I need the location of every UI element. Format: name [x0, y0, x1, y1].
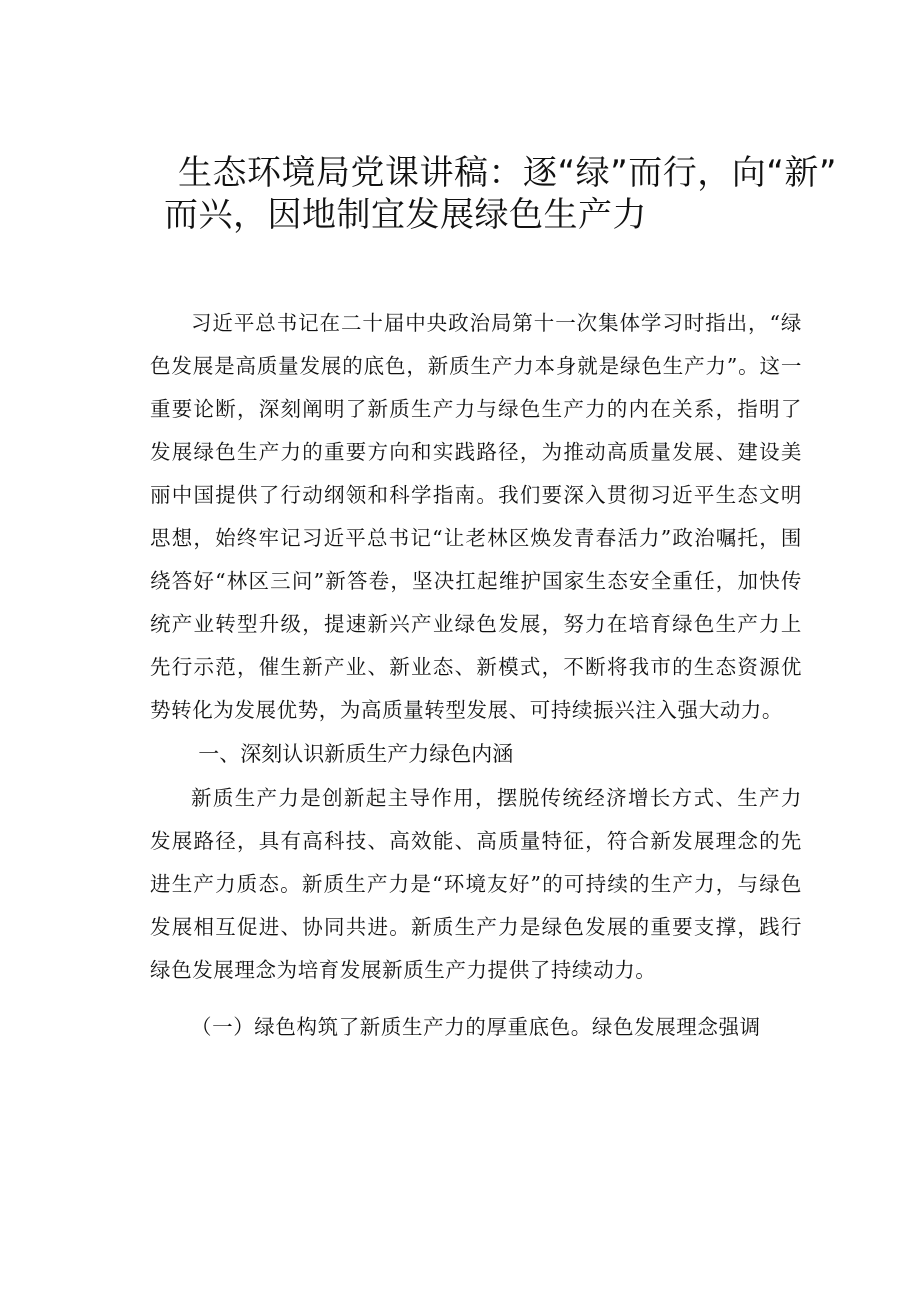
title-line-2: 而兴，因地制宜发展绿色生产力 — [164, 195, 647, 235]
title-line-1: 生态环境局党课讲稿：逐“绿”而行，向“新” — [178, 153, 837, 193]
section-1-paragraph: 新质生产力是创新起主导作用，摆脱传统经济增长方式、生产力发展路径，具有高科技、高效能、高质量特征，符合新发展理念的先进生产力质态。新质生产力是“环境友好”的可持续的生产力，与绿色发展相互促进、协同共进。新质生产力是绿色发展的重要支撑，践行绿色发展理念为培育发展新质生产力提供了持续动力。 — [150, 786, 802, 982]
section-heading-1: 一、深刻认识新质生产力绿色内涵 — [198, 742, 514, 766]
subsection-1-paragraph: （一）绿色构筑了新质生产力的厚重底色。绿色发展理念强调 — [191, 1015, 761, 1039]
document-title — [164, 152, 837, 236]
intro-paragraph: 习近平总书记在二十届中央政治局第十一次集体学习时指出，“绿色发展是高质量发展的底色，新质生产力本身就是绿色生产力”。这一重要论断，深刻阐明了新质生产力与绿色生产力的内在关系，指明了发展绿色生产力的重要方向和实践路径，为推动高质量发展、建设美丽中国提供了行动纲领和科学指南。我们要深入贯彻习近平生态文明思想，始终牢记习近平总书记“让老林区焕发青春活力”政治嘱托，围绕答好“林区三问”新答卷，坚决扛起维护国家生态安全重任，加快传统产业转型升级，提速新兴产业绿色发展，努力在培育绿色生产力上先行示范，催生新产业、新业态、新模式，不断将我市的生态资源优势转化为发展优势，为高质量转型发展、可持续振兴注入强大动力。 — [150, 311, 802, 722]
